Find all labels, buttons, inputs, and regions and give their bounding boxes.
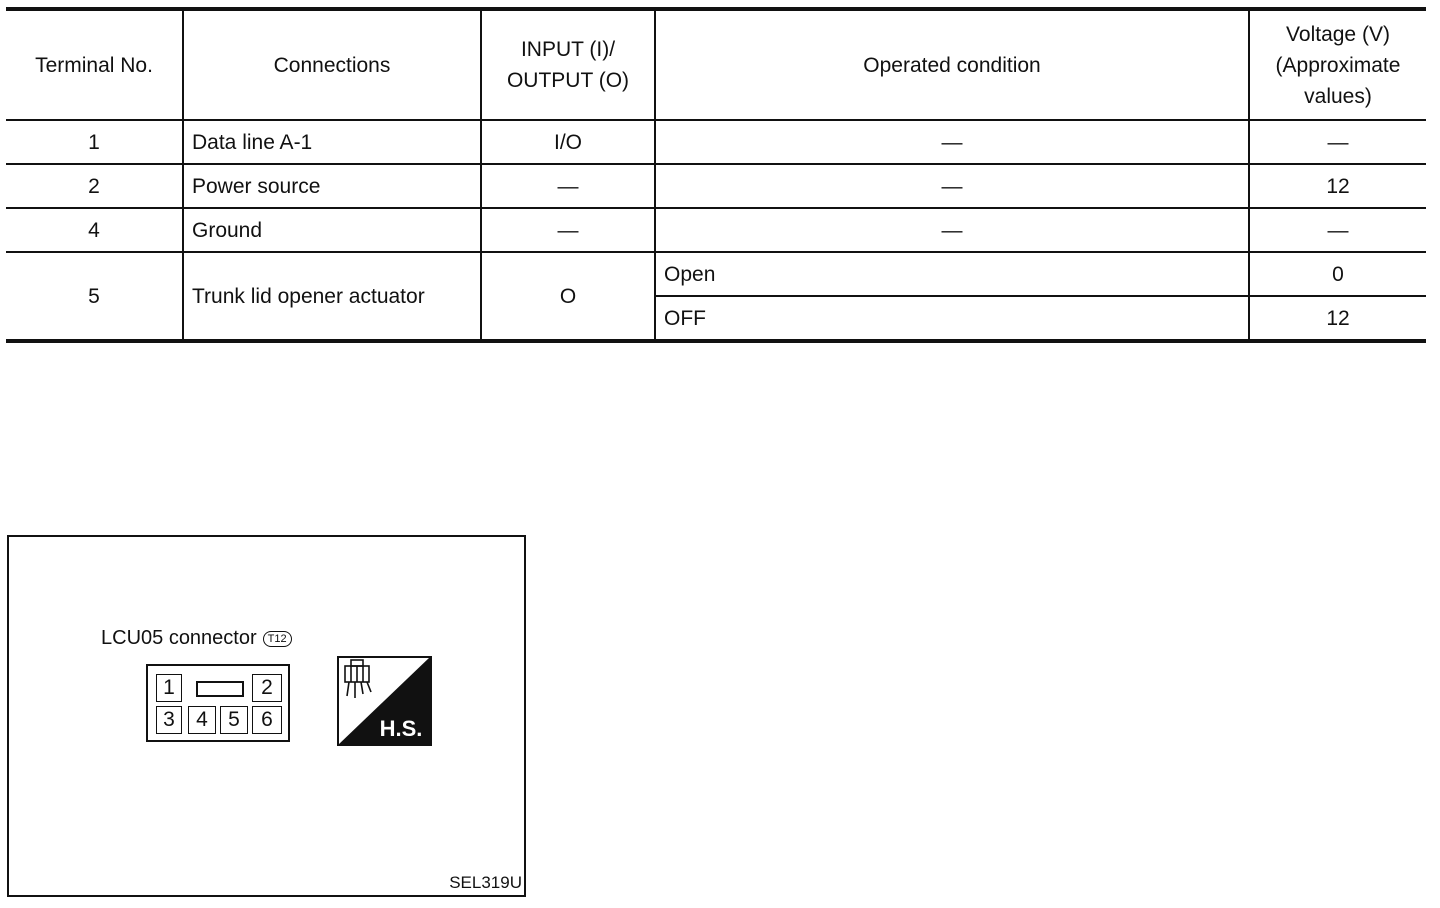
table-row [6,208,1426,252]
voltage-value: — [1249,208,1426,252]
io-value: I/O [481,120,655,164]
pin-1: 1 [156,674,182,702]
header-operated-condition: Operated condition [655,9,1249,120]
connector-latch [196,681,244,697]
pin-5: 5 [220,706,248,734]
terminal-number: 5 [6,252,183,341]
connection-name: Data line A-1 [183,120,481,164]
terminal-number: 2 [6,164,183,208]
voltage-value: 12 [1249,164,1426,208]
connector-face-diagram [146,664,290,742]
condition-value: OFF [655,296,1249,341]
pin-4: 4 [188,706,216,734]
io-value: — [481,208,655,252]
condition-value: — [655,208,1249,252]
connection-name: Power source [183,164,481,208]
figure-reference-code: SEL319U [449,873,522,892]
connector-name: LCU05 connector [101,627,257,649]
header-voltage: Voltage (V) (Approximate values) [1249,9,1426,120]
terminal-number: 4 [6,208,183,252]
terminal-number: 1 [6,120,183,164]
condition-value: — [655,164,1249,208]
terminal-table [6,7,1426,343]
header-input-output: INPUT (I)/ OUTPUT (O) [481,9,655,120]
condition-value: Open [655,252,1249,296]
table-row [6,164,1426,208]
table-row [6,252,1426,296]
voltage-value: 12 [1249,296,1426,341]
table-header-row [6,9,1426,120]
pin-2: 2 [252,674,282,702]
voltage-value: — [1249,120,1426,164]
connector-label [101,627,292,650]
header-terminal-no: Terminal No. [6,9,183,120]
connector-code-badge: T12 [263,631,292,647]
io-value: — [481,164,655,208]
connection-name: Trunk lid opener actuator [183,252,481,341]
io-value: O [481,252,655,341]
header-connections: Connections [183,9,481,120]
hs-label: H.S. [379,716,423,741]
table-row [6,120,1426,164]
pin-6: 6 [252,706,282,734]
pin-3: 3 [156,706,182,734]
connector-figure [7,535,526,897]
voltage-value: 0 [1249,252,1426,296]
harness-side-icon [337,656,432,746]
connection-name: Ground [183,208,481,252]
condition-value: — [655,120,1249,164]
